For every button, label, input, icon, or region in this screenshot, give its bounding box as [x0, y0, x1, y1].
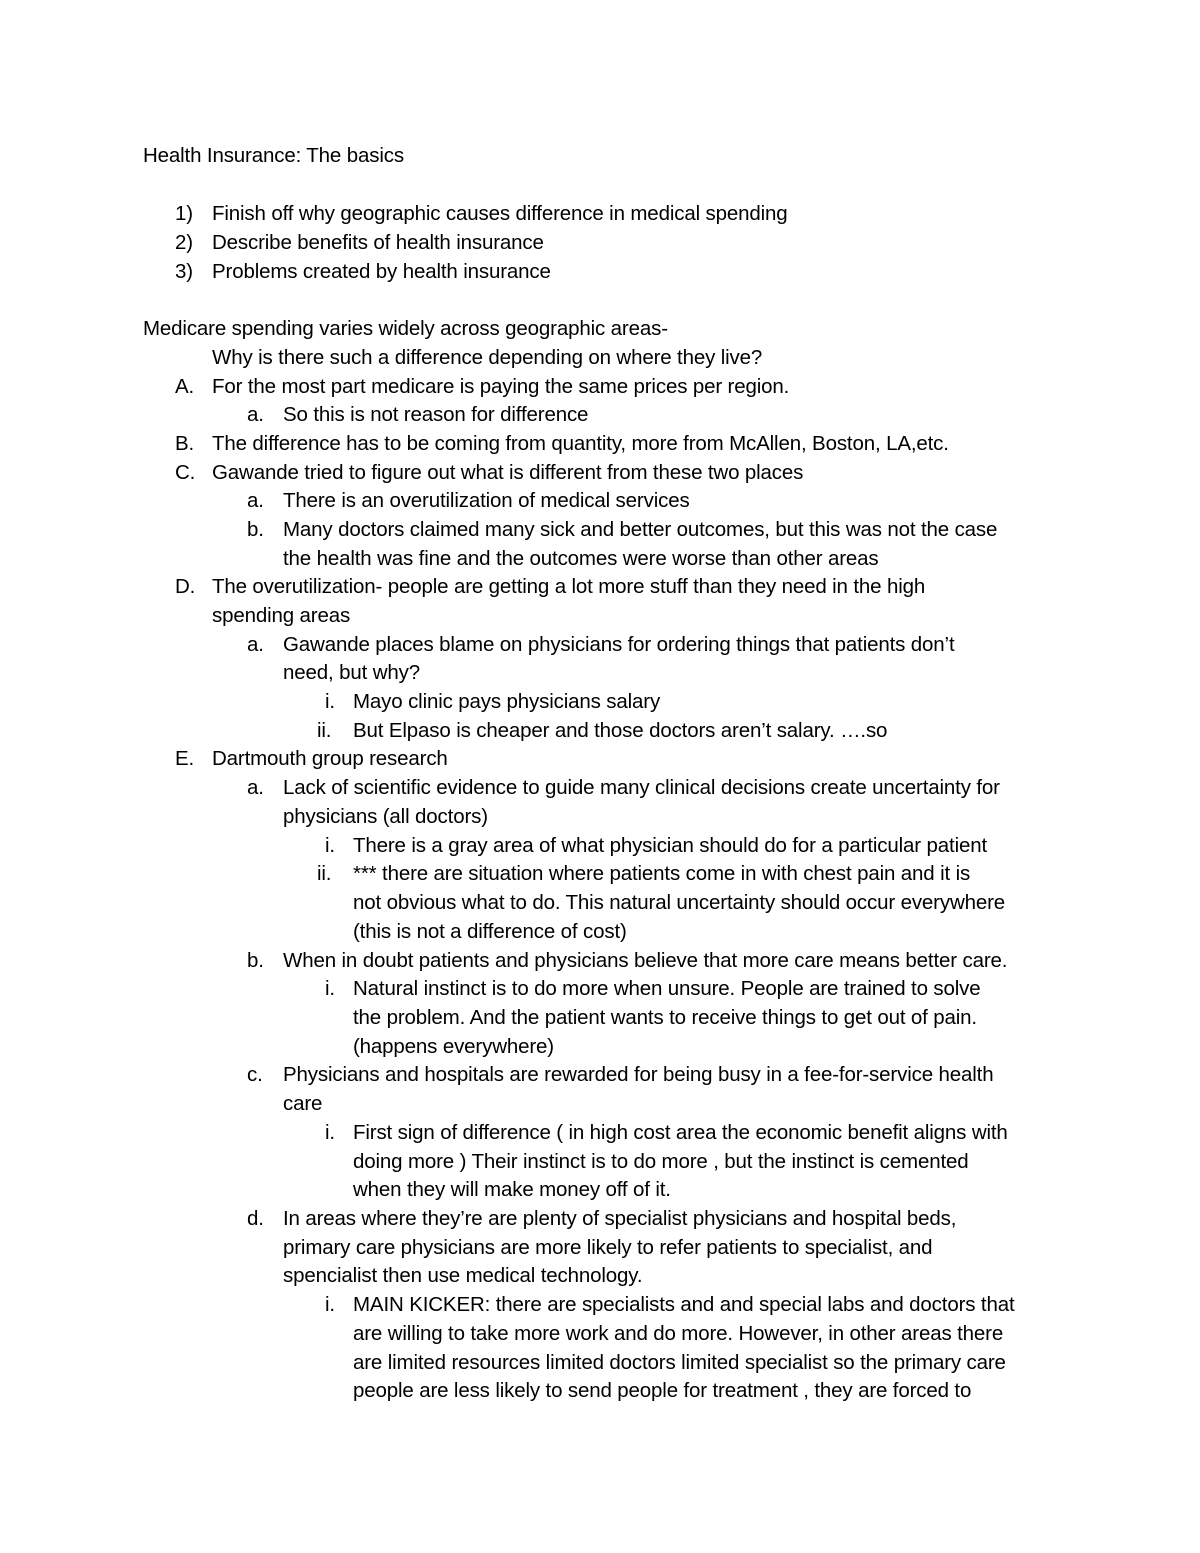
- list-marker: i.: [325, 977, 335, 1000]
- list-marker: ii.: [317, 862, 332, 885]
- list-marker: 2): [175, 231, 193, 254]
- list-item: *** there are situation where patients come in with chest pain and it is: [353, 862, 971, 885]
- list-item-continued: doing more ) Their instinct is to do more , but the instinct is cemented: [353, 1150, 969, 1173]
- list-marker: a.: [247, 633, 264, 656]
- list-item: Describe benefits of health insurance: [212, 231, 544, 254]
- list-marker: i.: [325, 1293, 335, 1316]
- list-item: Natural instinct is to do more when unsure. People are trained to solve: [353, 977, 981, 1000]
- list-item-continued: the health was fine and the outcomes were worse than other areas: [283, 547, 879, 570]
- list-marker: b.: [247, 518, 264, 541]
- list-item-continued: primary care physicians are more likely to refer patients to specialist, and: [283, 1236, 933, 1259]
- list-item-continued: physicians (all doctors): [283, 805, 488, 828]
- list-item: Many doctors claimed many sick and better outcomes, but this was not the case: [283, 518, 998, 541]
- list-marker: a.: [247, 403, 264, 426]
- list-item: Gawande tried to figure out what is different from these two places: [212, 461, 804, 484]
- list-marker: 1): [175, 202, 193, 225]
- list-marker: 3): [175, 260, 193, 283]
- list-marker: d.: [247, 1207, 264, 1230]
- list-marker: ii.: [317, 719, 332, 742]
- list-item-continued: the problem. And the patient wants to receive things to get out of pain.: [353, 1006, 977, 1029]
- list-item-continued: are willing to take more work and do more. However, in other areas there: [353, 1322, 1004, 1345]
- list-item-continued: (happens everywhere): [353, 1035, 554, 1058]
- list-marker: b.: [247, 949, 264, 972]
- list-item: Physicians and hospitals are rewarded for being busy in a fee-for-service health: [283, 1063, 994, 1086]
- list-item: In areas where they’re are plenty of specialist physicians and hospital beds,: [283, 1207, 957, 1230]
- list-item: Finish off why geographic causes difference in medical spending: [212, 202, 788, 225]
- list-item-continued: need, but why?: [283, 661, 420, 684]
- list-item-continued: spending areas: [212, 604, 351, 627]
- list-item: First sign of difference ( in high cost area the economic benefit aligns with: [353, 1121, 1008, 1144]
- list-item: There is an overutilization of medical services: [283, 489, 690, 512]
- list-marker: E.: [175, 747, 195, 770]
- list-item-continued: care: [283, 1092, 323, 1115]
- list-item: When in doubt patients and physicians believe that more care means better care.: [283, 949, 1008, 972]
- list-marker: a.: [247, 489, 264, 512]
- list-item: Mayo clinic pays physicians salary: [353, 690, 661, 713]
- list-item: Dartmouth group research: [212, 747, 448, 770]
- list-marker: i.: [325, 834, 335, 857]
- document-title: Health Insurance: The basics: [143, 144, 404, 167]
- section-heading: Medicare spending varies widely across geographic areas-: [143, 317, 668, 340]
- list-marker: a.: [247, 776, 264, 799]
- list-marker: i.: [325, 1121, 335, 1144]
- list-item-continued: when they will make money off of it.: [353, 1178, 671, 1201]
- list-marker: C.: [175, 461, 196, 484]
- list-item: The overutilization- people are getting a lot more stuff than they need in the high: [212, 575, 926, 598]
- list-item: There is a gray area of what physician should do for a particular patient: [353, 834, 988, 857]
- list-item: Problems created by health insurance: [212, 260, 551, 283]
- list-item-continued: not obvious what to do. This natural uncertainty should occur everywhere: [353, 891, 1006, 914]
- list-item: Gawande places blame on physicians for ordering things that patients don’t: [283, 633, 955, 656]
- list-marker: B.: [175, 432, 195, 455]
- list-marker: i.: [325, 690, 335, 713]
- list-marker: c.: [247, 1063, 263, 1086]
- list-item: So this is not reason for difference: [283, 403, 589, 426]
- list-item: For the most part medicare is paying the same prices per region.: [212, 375, 790, 398]
- list-marker: A.: [175, 375, 195, 398]
- list-item-continued: people are less likely to send people for treatment , they are forced to: [353, 1379, 972, 1402]
- list-item-continued: are limited resources limited doctors limited specialist so the primary care: [353, 1351, 1006, 1374]
- list-item-continued: spencialist then use medical technology.: [283, 1264, 643, 1287]
- list-item: Lack of scientific evidence to guide many clinical decisions create uncertainty for: [283, 776, 1000, 799]
- list-item-continued: (this is not a difference of cost): [353, 920, 627, 943]
- list-marker: D.: [175, 575, 196, 598]
- list-item: MAIN KICKER: there are specialists and and special labs and doctors that: [353, 1293, 1015, 1316]
- list-item: The difference has to be coming from quantity, more from McAllen, Boston, LA,etc.: [212, 432, 949, 455]
- list-item: But Elpaso is cheaper and those doctors aren’t salary. ….so: [353, 719, 888, 742]
- section-question: Why is there such a difference depending on where they live?: [212, 346, 763, 369]
